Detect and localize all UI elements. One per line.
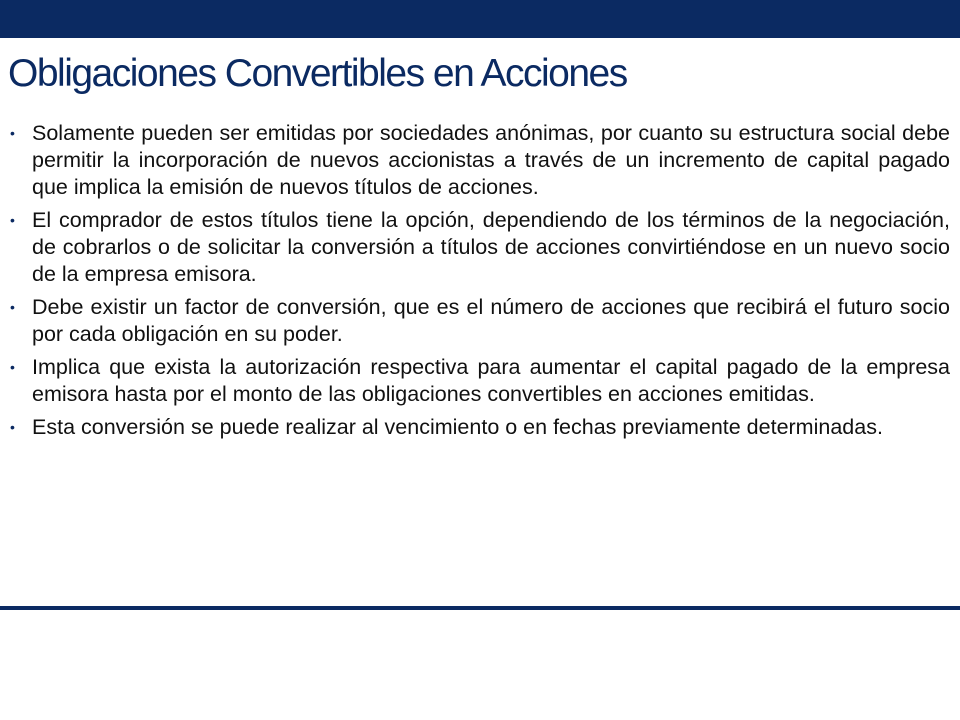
bullet-text: Esta conversión se puede realizar al vencimiento o en fechas previamente determinadas. [32,415,883,439]
bullet-list [10,120,950,447]
bullet-text: Solamente pueden ser emitidas por sociedades anónimas, por cuanto su estructura social debe permitir la incorporación de nuevos accionistas a través de un incremento de capital pagado que implica la emisión de nuevos títulos de acciones. [32,121,950,199]
bullet-item [10,294,950,348]
bullet-text: Implica que exista la autorización respectiva para aumentar el capital pagado de la empresa emisora hasta por el monto de las obligaciones convertibles en acciones emitidas. [32,355,950,406]
bullet-item [10,120,950,201]
bullet-icon: • [10,419,15,435]
bullet-icon: • [10,212,15,228]
slide-title: Obligaciones Convertibles en Acciones [8,52,627,95]
bottom-divider [0,606,960,610]
top-header-bar [0,0,960,38]
bullet-icon: • [10,359,15,375]
bullet-item [10,414,950,441]
bullet-item [10,207,950,288]
bullet-text: El comprador de estos títulos tiene la opción, dependiendo de los términos de la negociación, de cobrarlos o de solicitar la conversión a títulos de acciones convirtiéndose en un nuevo socio de la empresa emisora. [32,208,950,286]
bullet-text: Debe existir un factor de conversión, que es el número de acciones que recibirá el futuro socio por cada obligación en su poder. [32,295,950,346]
bullet-item [10,354,950,408]
bullet-icon: • [10,299,15,315]
bullet-icon: • [10,125,15,141]
